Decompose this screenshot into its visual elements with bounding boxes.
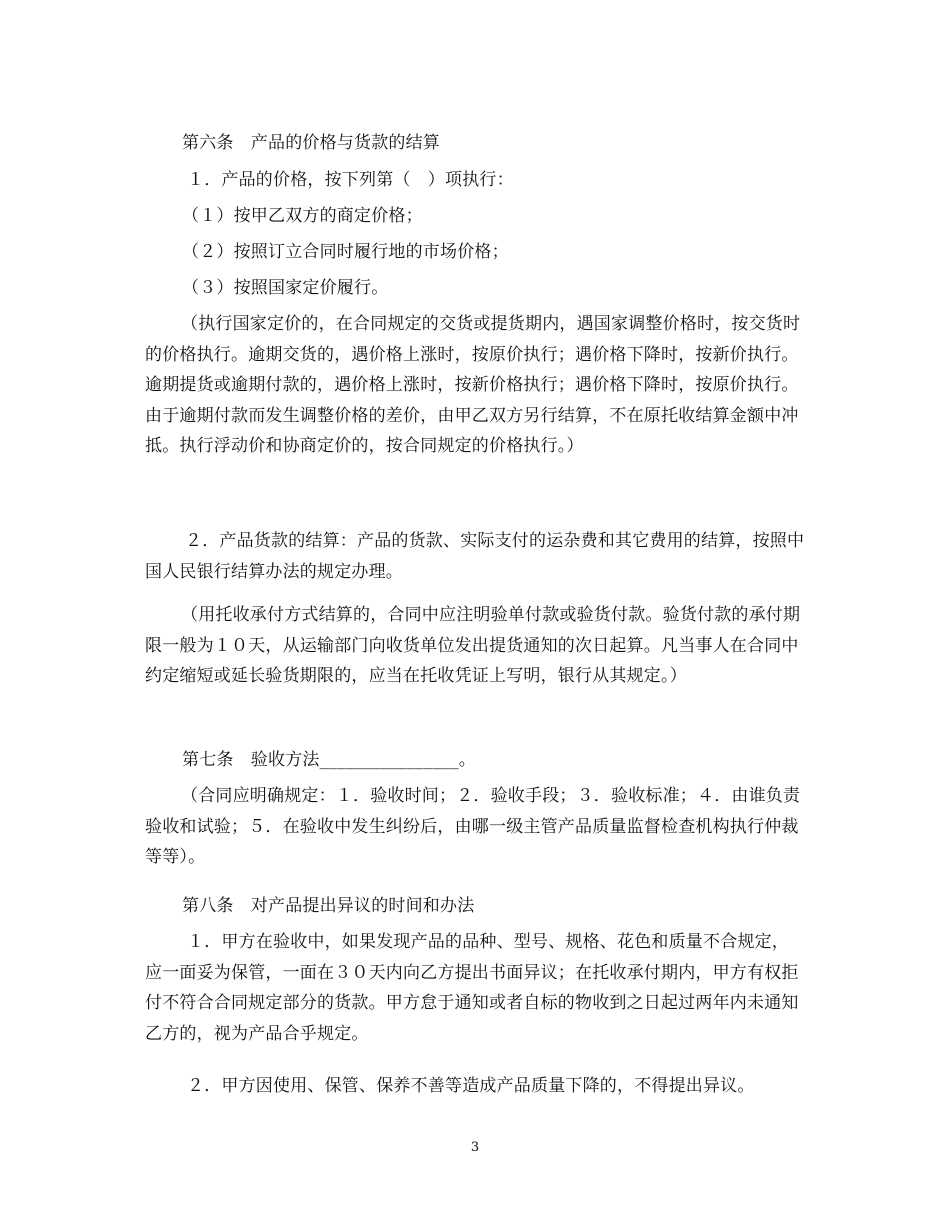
collection-note: （用托收承付方式结算的，合同中应注明验单付款或验货付款。验货付款的承付期限一般为１０天，从运输部门向收货单位发出提货通知的次日起算。凡当事人在合同中约定缩短或延长验货期限的，应当在托收凭证上写明，银行从其规定。） bbox=[145, 605, 801, 686]
article-7-heading: 第七条 验收方法________________。 bbox=[182, 750, 476, 770]
price-option-2: （２）按照订立合同时履行地的市场价格； bbox=[182, 242, 509, 262]
price-option-1: （１）按甲乙双方的商定价格； bbox=[182, 206, 423, 226]
price-option-3: （３）按照国家定价履行。 bbox=[182, 278, 389, 298]
article-6-heading: 第六条 产品的价格与货款的结算 bbox=[182, 133, 440, 153]
price-clause-1: １．产品的价格，按下列第（ ）项执行： bbox=[187, 170, 514, 190]
article-8-heading: 第八条 对产品提出异议的时间和办法 bbox=[182, 896, 475, 916]
objection-clause-2: ２．甲方因使用、保管、保养不善等造成产品质量下降的，不得提出异议。 bbox=[187, 1076, 755, 1096]
page-number: 3 bbox=[470, 1140, 480, 1155]
payment-clause-2: ２．产品货款的结算：产品的货款、实际支付的运杂费和其它费用的结算，按照中国人民银行结算办法的规定办理。 bbox=[145, 531, 805, 582]
acceptance-note: （合同应明确规定：１．验收时间；２．验收手段；３．验收标准；４．由谁负责验收和试验；５．在验收中发生纠纷后，由哪一级主管产品质量监督检查机构执行仲裁等等）。 bbox=[145, 786, 801, 867]
state-pricing-note: （执行国家定价的，在合同规定的交货或提货期内，遇国家调整价格时，按交货时的价格执行。逾期交货的，遇价格上涨时，按原价执行；遇价格下降时，按新价执行。逾期提货或逾期付款的，遇价格上涨时，按新价格执行；遇价格下降时，按原价执行。由于逾期付款而发生调整价格的差价，由甲乙双方另行结算，不在原托收结算金额中冲抵。执行浮动价和协商定价的，按合同规定的价格执行。） bbox=[145, 314, 801, 456]
objection-clause-1: １．甲方在验收中，如果发现产品的品种、型号、规格、花色和质量不合规定，应一面妥为保管，一面在３０天内向乙方提出书面异议；在托收承付期内，甲方有权拒付不符合合同规定部分的货款。甲方怠于通知或者自标的物收到之日起过两年内未通知乙方的，视为产品合乎规定。 bbox=[145, 932, 799, 1044]
